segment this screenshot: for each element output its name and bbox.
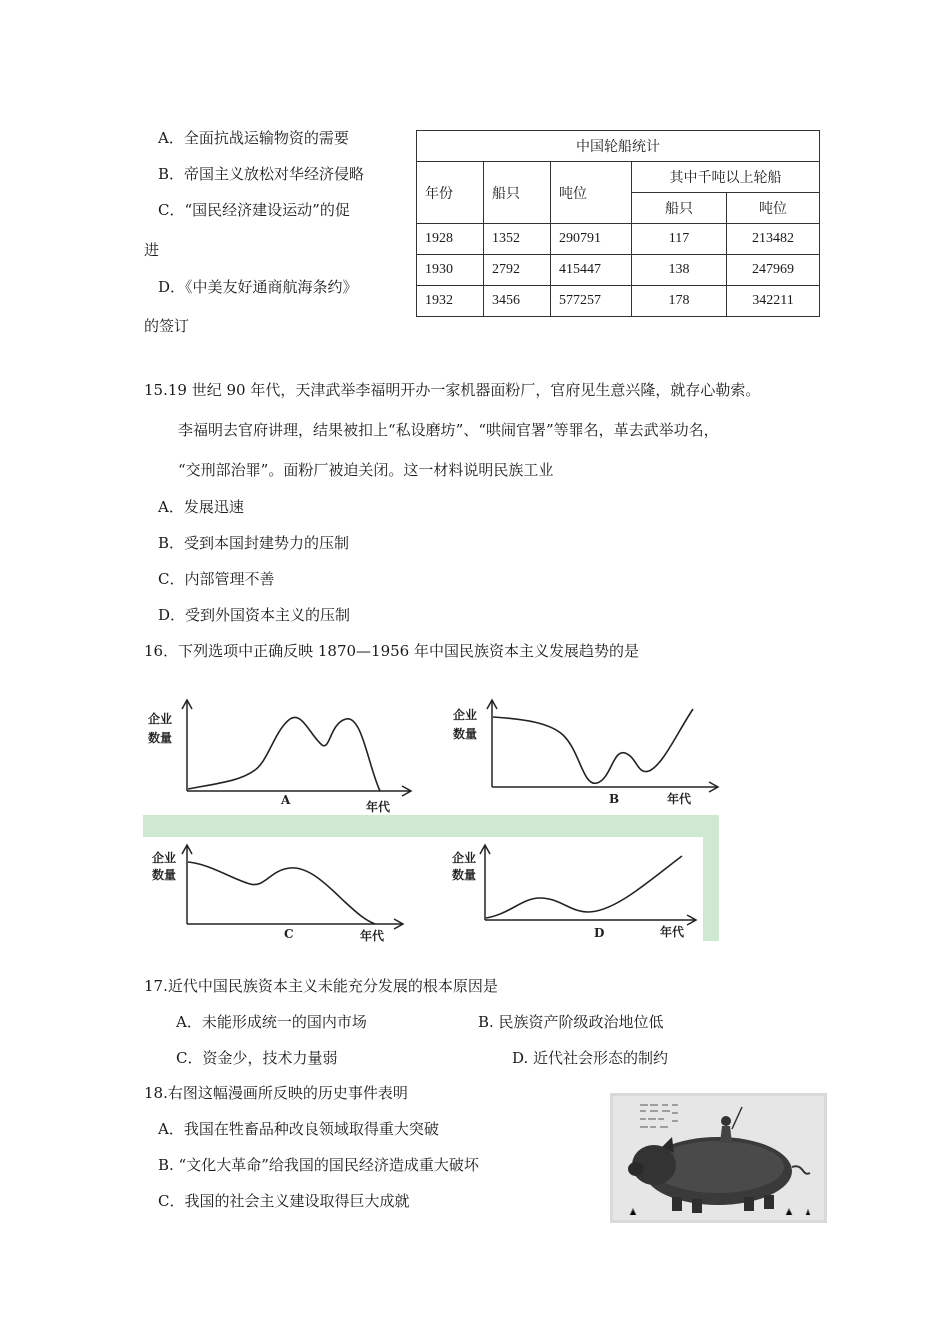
graph-a-letter: A (281, 793, 291, 807)
table-cell: 1930 (417, 255, 484, 286)
q18-stem: 18.右图这幅漫画所反映的历史事件表明 (144, 1084, 408, 1102)
table-cell: 577257 (551, 286, 632, 317)
table-cell: 117 (632, 224, 727, 255)
q14-option-c-cont: 进 (144, 241, 160, 259)
graph-b-xlabel: 年代 (667, 792, 692, 806)
q17-stem: 17.近代中国民族资本主义未能充分发展的根本原因是 (144, 977, 498, 995)
table-row (417, 224, 820, 255)
graph-a-xlabel: 年代 (366, 800, 391, 814)
table-cell: 415447 (551, 255, 632, 286)
header-over-thousand: 其中千吨以上轮船 (632, 162, 820, 193)
table-cell: 247969 (727, 255, 820, 286)
q17-option-a: A．未能形成统一的国内市场 (176, 1013, 367, 1031)
q17-option-b: B. 民族资产阶级政治地位低 (478, 1013, 664, 1031)
table-row (417, 286, 820, 317)
table-cell: 1352 (484, 224, 551, 255)
graph-d-curve (486, 856, 682, 918)
table-cell: 290791 (551, 224, 632, 255)
graph-d-ylabel-1: 企业 (452, 851, 477, 865)
header-year: 年份 (417, 162, 484, 224)
graph-a-ylabel-2: 数量 (148, 731, 173, 745)
q14-option-b: B．帝国主义放松对华经济侵略 (158, 165, 365, 183)
table-cell: 2792 (484, 255, 551, 286)
q18-option-b: B. “文化大革命”给我国的国民经济造成重大破坏 (158, 1156, 479, 1174)
graph-a-ylabel-1: 企业 (148, 712, 173, 726)
q14-option-d-cont: 的签订 (144, 317, 190, 335)
q17-option-c: C．资金少，技术力量弱 (176, 1049, 338, 1067)
table-cell: 213482 (727, 224, 820, 255)
q15-option-c: C．内部管理不善 (158, 570, 275, 588)
graph-a-curve (188, 717, 380, 791)
green-side-bar (703, 815, 719, 941)
table-cell: 1928 (417, 224, 484, 255)
graph-c-curve (188, 862, 375, 924)
header-over-tons: 吨位 (727, 193, 820, 224)
q17-option-d: D. 近代社会形态的制约 (512, 1049, 669, 1067)
graph-d-ylabel-2: 数量 (452, 868, 477, 882)
graph-b-letter: B (609, 792, 620, 806)
table-cell: 3456 (484, 286, 551, 317)
q15-stem-line2: 李福明去官府讲理，结果被扣上“私设磨坊”、“哄闹官署”等罪名，革去武举功名， (178, 421, 719, 439)
table-cell: 138 (632, 255, 727, 286)
q18-option-a: A．我国在牲畜品种改良领域取得重大突破 (158, 1120, 439, 1138)
q16-stem: 16．下列选项中正确反映 1870—1956 年中国民族资本主义发展趋势的是 (144, 642, 639, 660)
graph-c-ylabel-1: 企业 (152, 851, 177, 865)
q15-option-d: D．受到外国资本主义的压制 (158, 606, 351, 624)
graph-d-xlabel: 年代 (660, 925, 685, 939)
table-cell: 342211 (727, 286, 820, 317)
q14-option-a: A．全面抗战运输物资的需要 (158, 129, 349, 147)
graph-c (140, 840, 430, 945)
header-ships: 船只 (484, 162, 551, 224)
table-cell: 178 (632, 286, 727, 317)
ship-statistics-table (416, 130, 820, 317)
q14-option-d: D．《中美友好通商航海条约》 (158, 278, 358, 296)
q14-option-c: C．“国民经济建设运动”的促 (158, 201, 350, 219)
table-cell: 1932 (417, 286, 484, 317)
graph-d (440, 840, 702, 945)
graph-b-curve (493, 709, 693, 783)
graph-c-letter: C (284, 927, 294, 941)
graph-b-ylabel-2: 数量 (453, 727, 478, 741)
q15-option-a: A．发展迅速 (158, 498, 244, 516)
header-over-ships: 船只 (632, 193, 727, 224)
graph-a (140, 695, 430, 820)
table-title: 中国轮船统计 (417, 131, 820, 162)
graph-b (445, 695, 725, 820)
table-row (417, 255, 820, 286)
giant-pig-cartoon (610, 1093, 827, 1223)
graph-c-ylabel-2: 数量 (152, 868, 177, 882)
graph-b-ylabel-1: 企业 (453, 708, 478, 722)
q15-stem-line3: “交刑部治罪”。面粉厂被迫关闭。这一材料说明民族工业 (178, 461, 554, 479)
graph-d-letter: D (594, 926, 605, 940)
q15-stem-line1: 15.19 世纪 90 年代，天津武举李福明开办一家机器面粉厂，官府见生意兴隆，就存心勒索。 (144, 381, 761, 399)
header-tons: 吨位 (551, 162, 632, 224)
q18-option-c: C．我国的社会主义建设取得巨大成就 (158, 1192, 410, 1210)
graph-c-xlabel: 年代 (360, 929, 385, 943)
q15-option-b: B．受到本国封建势力的压制 (158, 534, 350, 552)
